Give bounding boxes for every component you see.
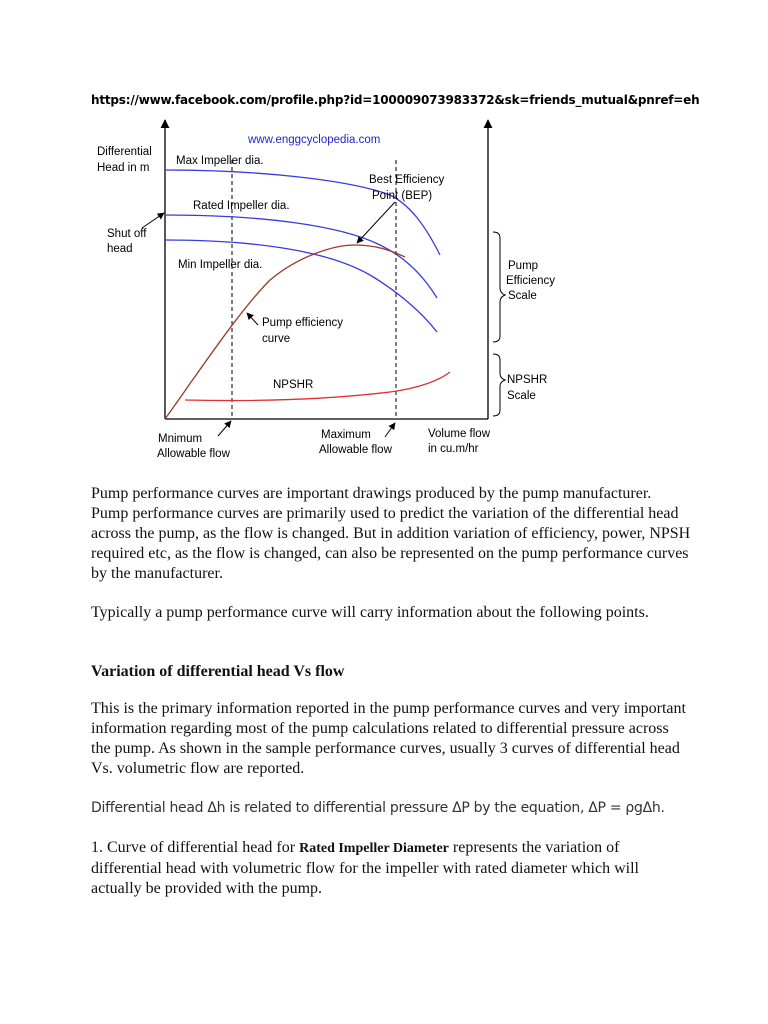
rated-impeller-curve — [165, 215, 437, 298]
bep-arrow — [357, 202, 395, 243]
min-impeller-label: Min Impeller dia. — [178, 259, 263, 271]
bep-label-line2: Point (BEP) — [372, 190, 433, 202]
max-flow-arrow — [385, 423, 395, 437]
paragraph-2: Typically a pump performance curve will carry information about the following points. — [91, 604, 649, 621]
item1-bold: Rated Impeller Diameter — [299, 841, 449, 856]
max-impeller-label: Max Impeller dia. — [176, 155, 264, 167]
item1-suffix: represents the variation of differential head with volumetric flow for the impeller with rated diameter which will actually be provided with the pump. — [91, 839, 639, 897]
paragraph-3: This is the primary information reported in the pump performance curves and very important information regarding most of the pump calculations related to differential pressure across the pump. As shown in the sample performance curves, usually 3 curves of differential head Vs. volumetric flow are reported. — [91, 700, 686, 777]
npshr-curve — [185, 372, 450, 401]
shutoff-label-line2: head — [107, 243, 133, 255]
efficiency-scale-label-line2: Efficiency — [506, 275, 556, 287]
paragraph-intro — [91, 484, 691, 584]
pump-performance-figure — [90, 110, 556, 465]
paragraph-points — [91, 603, 691, 623]
min-flow-label-line2: Allowable flow — [157, 448, 230, 460]
efficiency-scale-brace — [493, 232, 505, 342]
efficiency-curve-label-line2: curve — [262, 333, 291, 345]
pump-curve-diagram — [90, 110, 556, 465]
max-flow-label-line1: Maximum — [321, 429, 371, 441]
bep-label-line1: Best Efficiency — [369, 174, 445, 186]
volume-flow-label-line2: in cu.m/hr — [428, 443, 479, 455]
y-axis-label-line2: Head in m — [97, 162, 150, 174]
npshr-scale-brace — [493, 354, 505, 416]
url-line: https://www.facebook.com/profile.php?id=100009073983372&sk=friends_mutual&pnref=eh — [91, 93, 700, 107]
npshr-label: NPSHR — [273, 379, 314, 391]
y-axis-label-line1: Differential — [97, 146, 152, 158]
shutoff-arrow — [142, 213, 164, 228]
list-item-1 — [91, 838, 691, 899]
min-flow-arrow — [218, 421, 231, 436]
min-flow-label-line1: Mnimum — [158, 433, 203, 445]
npshr-scale-label-line2: Scale — [507, 390, 536, 402]
site-label: www.enggcyclopedia.com — [248, 134, 381, 146]
section-heading — [91, 662, 691, 682]
max-flow-label-line2: Allowable flow — [319, 444, 392, 456]
efficiency-scale-label-line1: Pump — [508, 260, 539, 272]
rated-impeller-label: Rated Impeller dia. — [193, 200, 290, 212]
efficiency-curve — [165, 245, 405, 419]
efficiency-arrow — [247, 313, 258, 325]
item1-prefix: 1. Curve of differential head for — [91, 839, 300, 856]
shutoff-label-line1: Shut off — [107, 228, 147, 240]
paragraph-primary — [91, 699, 691, 779]
heading-variation: Variation of differential head Vs flow — [91, 663, 345, 680]
npshr-scale-label-line1: NPSHR — [507, 374, 548, 386]
efficiency-curve-label-line1: Pump efficiency — [262, 317, 343, 329]
volume-flow-label-line1: Volume flow — [428, 428, 491, 440]
equation-line: Differential head Δh is related to differential pressure ΔP by the equation, ΔP = ρgΔh. — [91, 800, 665, 816]
paragraph-1: Pump performance curves are important drawings produced by the pump manufacturer. Pump performance curves are primarily used to predict the variation of the differential head across the pump, as the flow is changed. But in addition variation of efficiency, power, NPSH required etc, as the flow is changed, can also be represented on the pump performance curves by the manufacturer. — [91, 485, 691, 582]
efficiency-scale-label-line3: Scale — [508, 290, 537, 302]
